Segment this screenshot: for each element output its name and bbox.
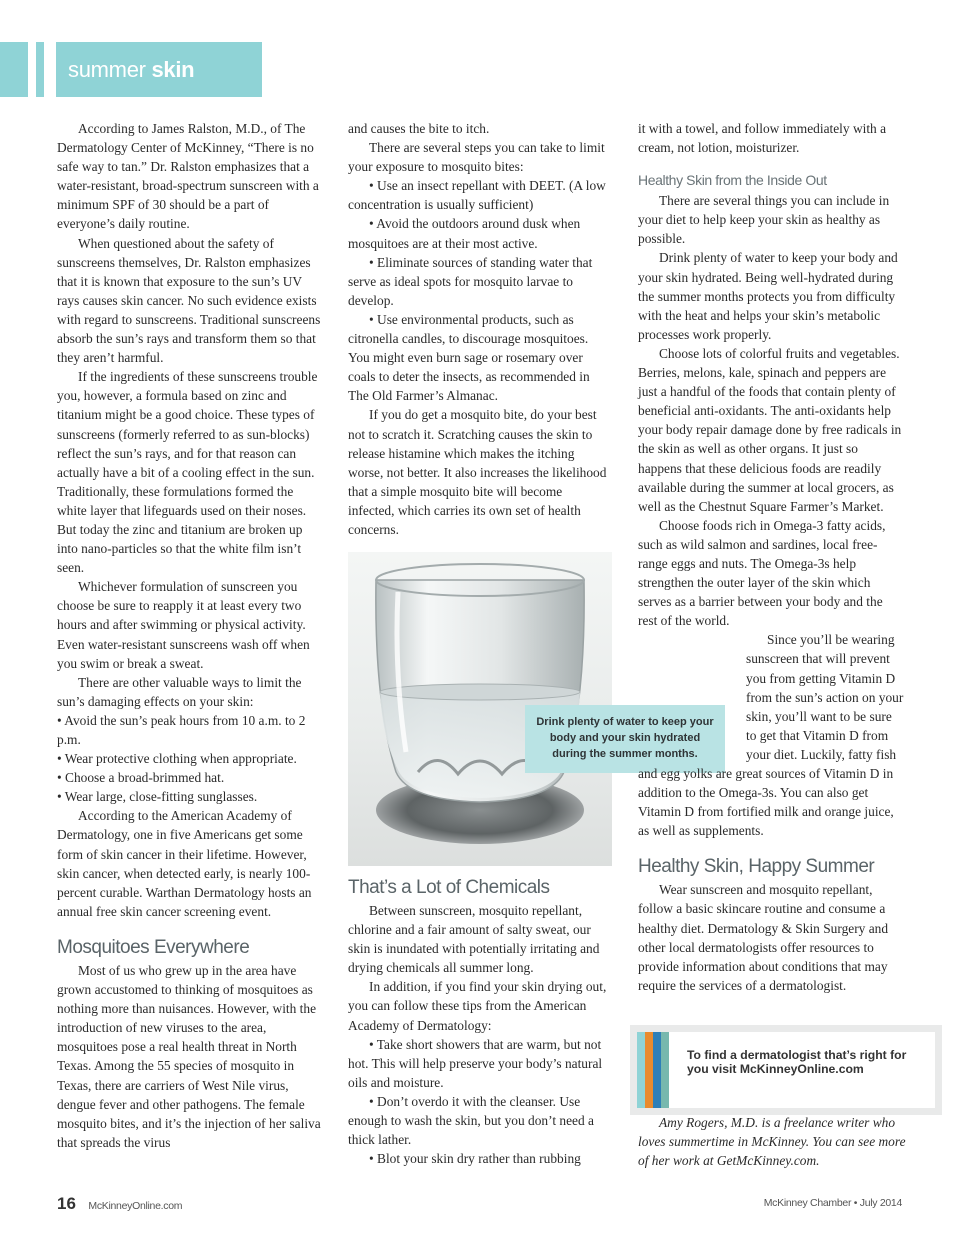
paragraph: When questioned about the safety of sunscreens themselves, Dr. Ralston emphasizes that it is known that exposure to the sun’s UV rays causes skin cancer. No such evidence exists with regard to sunscreens. Traditional sunscreens absorb the sun’s rays and transform them so that they aren’t harmful.: [57, 235, 321, 366]
bullet-item: • Blot your skin dry rather than rubbing: [369, 1151, 581, 1167]
bullet-item: • Avoid the sun’s peak hours from 10 a.m. to 2 p.m.: [57, 712, 306, 747]
paragraph: There are several things you can include in your diet to help keep your skin as healthy as possible.: [638, 193, 890, 247]
paragraph: Choose lots of colorful fruits and vegetables. Berries, melons, kale, spinach and peppers are just a handful of the foods that contain plenty of beneficial anti-oxidants. The anti-oxidants help your body repair damage done by free radicals in the skin as well as other organs. It just so happens that these delicious foods are readily available during the summer at local grocers, as well as the Chestnut Square Farmer’s Market.: [638, 345, 902, 514]
section-label-light: summer: [68, 57, 146, 82]
paragraph: Choose foods rich in Omega-3 fatty acids, such as wild salmon and sardines, local free-range eggs and nuts. The Omega-3s help strengthen the outer layer of the skin which serves as a barrier between your body and the rest of the world.: [638, 517, 886, 629]
page-number: 16: [57, 1194, 76, 1213]
paragraph: According to the American Academy of Dermatology, one in five Americans get some form of skin cancer in their lifetime. However, skin cancer, when detected early, is nearly 100-percent curable. Warthan Dermatology hosts an annual free skin cancer screening event.: [57, 808, 312, 919]
decorative-edge-bar: [0, 42, 28, 97]
paragraph: Drink plenty of water to keep your body and your skin hydrated. Being well-hydrated during the summer months protects you from difficulty with the heat and helps your skin’s metabolic processes work properly.: [638, 250, 898, 342]
bullet-item: • Use an insect repellant with DEET. (A low concentration is usually sufficient): [348, 178, 606, 213]
callout-stripe: [645, 1032, 653, 1108]
section-tab: [56, 42, 262, 97]
paragraph: it with a towel, and follow immediately with a cream, not lotion, moisturizer.: [638, 121, 887, 156]
footer-left: [57, 1194, 182, 1214]
decorative-edge-bar-thin: [36, 42, 44, 97]
paragraph: Between sunscreen, mosquito repellant, chlorine and a fair amount of salty sweat, our skin is inundated with potentially irritating and drying chemicals all summer long.: [348, 903, 600, 976]
paragraph: Whichever formulation of sunscreen you choose be sure to reapply it at least every two hours and after swimming or physical activity. Even water-resistant sunscreens wash off when you swim or break a sweat.: [57, 579, 310, 671]
paragraph: According to James Ralston, M.D., of The Dermatology Center of McKinney, “There is no safe way to tan.” Dr. Ralston emphasizes that a water-resistant, broad-spectrum sunscreen with a minimum SPF of 30 should be a part of everyone’s daily routine.: [57, 121, 319, 232]
paragraph: Most of us who grew up in the area have grown accustomed to thinking of mosquitoes as nothing more than nuisances. However, with the introduction of new viruses to the area, mosquitoes pose a real health threat in North Texas. Among the 55 species of mosquito in Texas, there are carriers of West Nile virus, dengue fever and other pathogens. The female mosquito bites, and it’s the injection of her saliva that spreads the virus: [57, 962, 321, 1150]
photo-caption: Drink plenty of water to keep your body and your skin hydrated during the summer months.: [525, 705, 725, 773]
paragraph: In addition, if you find your skin drying out, you can follow these tips from the American Academy of Dermatology:: [348, 979, 607, 1033]
callout-inner: [637, 1032, 935, 1108]
paragraph: There are several steps you can take to limit your exposure to mosquito bites:: [348, 140, 605, 175]
paragraph: If the ingredients of these sunscreens trouble you, however, a formula based on zinc and titanium might be a good choice. These types of sunscreens (formerly referred to as sun-blocks) reflect the sun’s rays, and for that reason can actually have a bit of a cooling effect in the sun. Traditionally, these formulations formed the white layer that lifeguards used on their noses. But today the zinc and titanium are broken up into nano-particles so that the white film isn’t seen.: [57, 369, 318, 576]
callout-stripe: [637, 1032, 645, 1108]
bullet-item: • Don’t overdo it with the cleanser. Use enough to wash the skin, but you don’t need a thick lather.: [348, 1093, 594, 1148]
section-label-bold: skin: [151, 57, 195, 82]
footer-site: McKinneyOnline.com: [88, 1200, 183, 1212]
subheading-happy-summer: Healthy Skin, Happy Summer: [638, 856, 875, 878]
paragraph: There are other valuable ways to limit the sun’s damaging effects on your skin:: [57, 674, 302, 709]
author-bio-text: Amy Rogers, M.D. is a freelance writer who loves summertime in McKinney. You can see more of her work at GetMcKinney.com.: [638, 1115, 906, 1169]
article-column-2: [348, 119, 612, 539]
subheading-chemicals: That’s a Lot of Chemicals: [348, 877, 550, 898]
paragraph: If you do get a mosquito bite, do your best not to scratch it. Scratching causes the skin to release histamine which makes the itching worse, not better. It also increases the likelihood that a simple mosquito bite will become infected, which carries its own set of health concerns.: [348, 407, 607, 537]
dermatologist-callout-box: [630, 1025, 942, 1115]
paragraph: Since you’ll be wearing sunscreen that will prevent you from getting Vitamin D from the sun’s action on your skin, you’ll want to be sure to get that Vitamin D from your diet. Luckily, fatty fish and egg yolks are great sources of Vitamin D in addition to the Omega-3s. You can also get Vitamin D from fortified milk and orange juice, as well as supplements.: [638, 632, 904, 839]
bullet-item: • Use environmental products, such as citronella candles, to discourage mosquitoes. You might even burn sage or rosemary over coals to deter the insects, as recommended in The Old Farmer’s Almanac.: [348, 311, 590, 404]
paragraph: and causes the bite to itch.: [348, 121, 490, 136]
callout-stripe: [653, 1032, 661, 1108]
bullet-item: • Take short showers that are warm, but not hot. This will help preserve your body’s natural oils and moisture.: [348, 1036, 603, 1090]
bullet-item: • Wear protective clothing when appropriate.: [57, 751, 297, 767]
bullet-item: • Wear large, close-fitting sunglasses.: [57, 789, 258, 805]
article-column-1: [57, 119, 321, 1152]
subheading-mosquitoes: Mosquitoes Everywhere: [57, 936, 250, 958]
caption-float-gap: [638, 649, 746, 746]
callout-stripe: [661, 1032, 669, 1108]
footer-right: McKinney Chamber • July 2014: [763, 1197, 902, 1209]
water-surface: [380, 684, 580, 700]
article-column-3: [638, 119, 904, 995]
subheading-inside-out: Healthy Skin from the Inside Out: [638, 172, 827, 189]
paragraph: Wear sunscreen and mosquito repellant, follow a basic skincare routine and consume a healthy diet. Dermatology & Skin Surgery and other local dermatologists offer resources to provide information about conditions that may require the services of a dermatologist.: [638, 882, 889, 993]
bullet-item: • Choose a broad-brimmed hat.: [57, 770, 225, 786]
callout-text: To find a dermatologist that’s right for you visit McKinneyOnline.com: [687, 1048, 907, 1076]
article-column-2-lower: [348, 877, 612, 1168]
bullet-item: • Eliminate sources of standing water that serve as ideal spots for mosquito larvae to develop.: [348, 254, 593, 308]
bullet-item: • Avoid the outdoors around dusk when mosquitoes are at their most active.: [348, 216, 581, 251]
author-bio: [638, 1113, 908, 1170]
